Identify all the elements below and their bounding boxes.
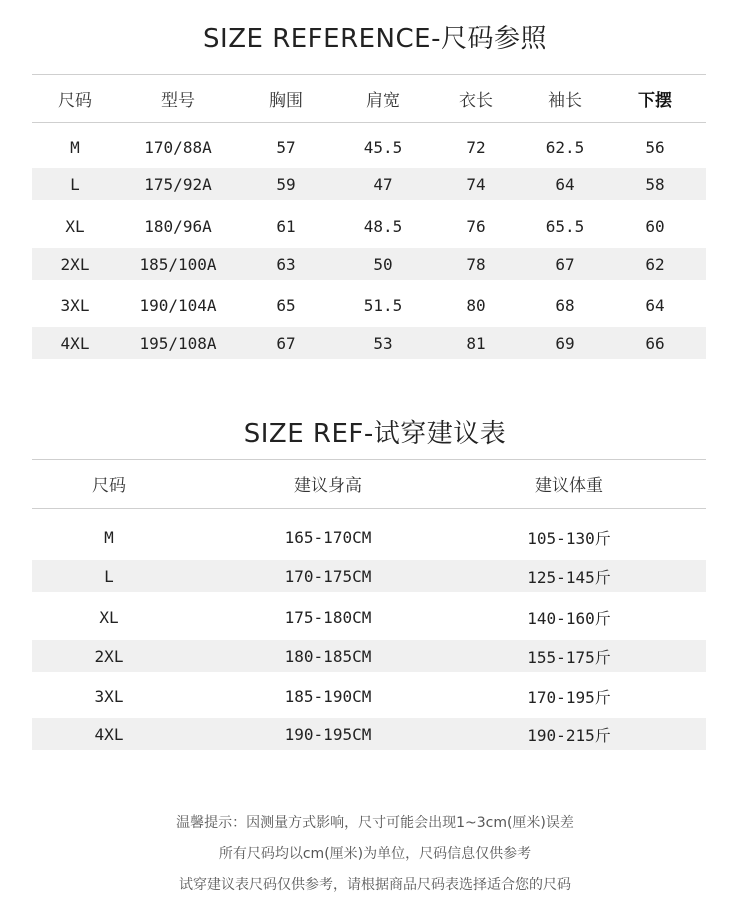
cell-weight: 125-145斤: [527, 567, 611, 587]
cell-weight: 170-195斤: [527, 687, 611, 707]
cell-size: XL: [99, 607, 119, 627]
header-hem: 下摆: [638, 90, 672, 111]
header-height: 建议身高: [294, 476, 362, 496]
cell-sleeve: 67: [555, 254, 575, 274]
cell-length: 81: [466, 333, 486, 353]
cell-weight: 105-130斤: [527, 528, 611, 548]
cell-chest: 67: [276, 333, 296, 353]
cell-size: 2XL: [94, 646, 124, 666]
cell-height: 165-170CM: [284, 527, 372, 547]
cell-shoulder: 48.5: [363, 216, 403, 236]
cell-size: L: [70, 174, 80, 194]
cell-sleeve: 68: [555, 295, 575, 315]
cell-hem: 64: [645, 295, 665, 315]
cell-length: 76: [466, 216, 486, 236]
cell-model: 195/108A: [139, 333, 217, 353]
cell-shoulder: 50: [373, 254, 393, 274]
cell-chest: 61: [276, 216, 296, 236]
size-notes: [0, 808, 750, 901]
cell-length: 74: [466, 174, 486, 194]
header-shoulder: 肩宽: [366, 90, 400, 111]
cell-shoulder: 45.5: [363, 137, 403, 157]
size-recommendation-title: SIZE REF-试穿建议表: [243, 419, 507, 449]
cell-height: 180-185CM: [284, 646, 372, 666]
header-sleeve: 袖长: [548, 90, 582, 111]
cell-size: M: [70, 137, 80, 157]
cell-model: 175/92A: [144, 174, 212, 194]
cell-shoulder: 53: [373, 333, 393, 353]
table-row: [32, 207, 706, 245]
cell-size: 2XL: [60, 254, 90, 274]
cell-sleeve: 62.5: [545, 137, 585, 157]
cell-height: 185-190CM: [284, 686, 372, 706]
table-row: [32, 168, 706, 200]
table-row: [32, 718, 706, 750]
cell-chest: 59: [276, 174, 296, 194]
cell-sleeve: 69: [555, 333, 575, 353]
cell-length: 80: [466, 295, 486, 315]
cell-height: 175-180CM: [284, 607, 372, 627]
note-recommendation: 试穿建议表尺码仅供参考，请根据商品尺码表选择适合您的尺码: [179, 877, 571, 893]
cell-model: 170/88A: [144, 137, 212, 157]
cell-model: 180/96A: [144, 216, 212, 236]
cell-size: 4XL: [94, 724, 124, 744]
cell-height: 170-175CM: [284, 566, 372, 586]
header-weight: 建议体重: [535, 476, 603, 496]
header-size: 尺码: [58, 90, 92, 111]
table-row: [32, 640, 706, 672]
size-reference-title: SIZE REFERENCE-尺码参照: [203, 24, 547, 54]
cell-hem: 60: [645, 216, 665, 236]
cell-model: 185/100A: [139, 254, 217, 274]
cell-sleeve: 64: [555, 174, 575, 194]
cell-length: 72: [466, 137, 486, 157]
note-units: 所有尺码均以cm(厘米)为单位，尺码信息仅供参考: [218, 846, 532, 862]
cell-size: 3XL: [60, 295, 90, 315]
cell-sleeve: 65.5: [545, 216, 585, 236]
cell-length: 78: [466, 254, 486, 274]
table-header-rule: [32, 508, 706, 509]
cell-weight: 140-160斤: [527, 608, 611, 628]
table-header-row: [32, 74, 706, 122]
table-row: [32, 677, 706, 715]
table-row: [32, 518, 706, 556]
header-chest: 胸围: [269, 90, 303, 111]
table-row: [32, 128, 706, 166]
table-row: [32, 560, 706, 592]
header-size: 尺码: [92, 476, 126, 496]
table-row: [32, 598, 706, 636]
cell-hem: 56: [645, 137, 665, 157]
table-header-row: [32, 459, 706, 508]
header-length: 衣长: [459, 90, 493, 111]
cell-model: 190/104A: [139, 295, 217, 315]
cell-chest: 63: [276, 254, 296, 274]
table-row: [32, 248, 706, 280]
cell-weight: 155-175斤: [527, 647, 611, 667]
note-measurement-error: 温馨提示：因测量方式影响，尺寸可能会出现1~3cm(厘米)误差: [176, 815, 574, 831]
cell-chest: 57: [276, 137, 296, 157]
cell-height: 190-195CM: [284, 724, 372, 744]
cell-size: 4XL: [60, 333, 90, 353]
cell-size: M: [104, 527, 114, 547]
cell-size: L: [104, 566, 114, 586]
cell-size: XL: [65, 216, 85, 236]
header-model: 型号: [161, 90, 195, 111]
table-row: [32, 327, 706, 359]
cell-hem: 58: [645, 174, 665, 194]
cell-hem: 62: [645, 254, 665, 274]
cell-hem: 66: [645, 333, 665, 353]
cell-size: 3XL: [94, 686, 124, 706]
cell-chest: 65: [276, 295, 296, 315]
cell-weight: 190-215斤: [527, 725, 611, 745]
table-row: [32, 286, 706, 324]
table-header-rule: [32, 122, 706, 123]
cell-shoulder: 47: [373, 174, 393, 194]
cell-shoulder: 51.5: [363, 295, 403, 315]
